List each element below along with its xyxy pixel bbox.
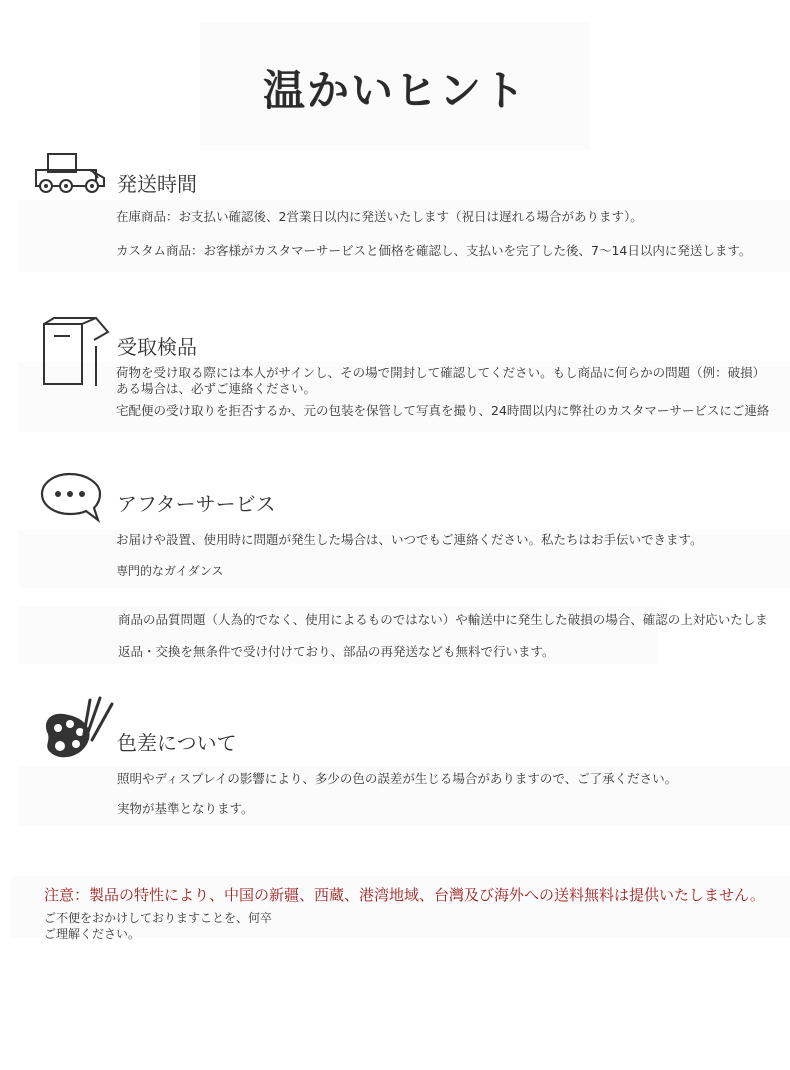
speech-bubble-icon [40,472,104,524]
receiving-line-2: ある場合は、必ずご連絡ください。 [116,381,317,396]
section-title-shipping: 発送時間 [117,172,197,196]
receiving-line-1: 荷物を受け取る際には本人がサインし、その場で開封して確認してください。もし商品に何らかの問題（例：破損） [116,365,766,380]
shipping-notice: 注意：製品の特性により、中国の新疆、西蔵、港湾地域、台灣及び海外への送料無料は提供いたしません。 [44,886,765,904]
shipping-line-1: 在庫商品：お支払い確認後、2営業日以内に発送いたします（祝日は遅れる場合があります）。 [116,209,643,224]
truck-icon [34,152,116,194]
color-line-1: 照明やディスプレイの影響により、多少の色の誤差が生じる場合がありますので、ご了承ください。 [117,771,678,786]
box-icon [40,316,112,388]
shipping-line-2: カスタム商品：お客様がカスタマーサービスと価格を確認し、支払いを完了した後、7〜14日以内に発送します。 [116,243,752,258]
palette-icon [40,694,116,764]
section-title-color: 色差について [117,731,237,755]
receiving-line-3: 宅配便の受け取りを拒否するか、元の包装を保管して写真を撮り、24時間以内に弊社のカスタマーサービスにご連絡 [116,403,770,418]
after-service-line-2: 専門的なガイダンス [116,564,224,578]
after-service-line-3: 商品の品質問題（人為的でなく、使用によるものではない）や輸送中に発生した破損の場合、確認の上対応いたしま [118,612,768,627]
page-title: 温かいヒント [262,66,527,115]
section-title-receiving: 受取検品 [117,335,197,359]
section-title-after-service: アフターサービス [117,492,276,516]
notice-apology: ご不便をおかけしておりますことを、何卒ご理解ください。 [44,911,273,941]
color-line-2: 実物が基準となります。 [117,801,254,816]
after-service-line-4: 返品・交換を無条件で受け付けており、部品の再発送なども無料で行います。 [118,644,555,659]
after-service-line-1: お届けや設置、使用時に問題が発生した場合は、いつでもご連絡ください。私たちはお手伝いできます。 [116,532,703,547]
